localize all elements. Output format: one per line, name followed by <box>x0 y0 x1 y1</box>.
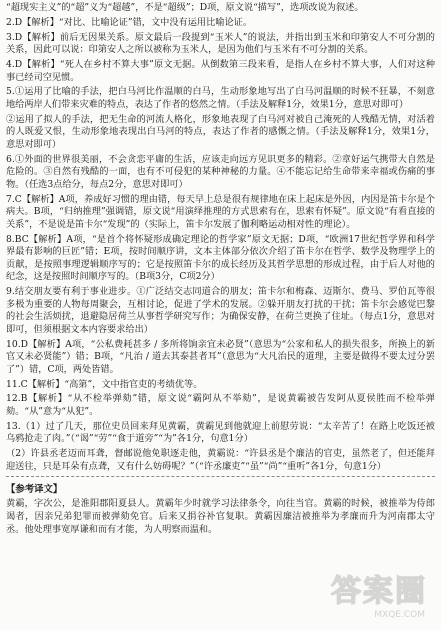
answer-paragraph-10: 9.结交朋友要有利于事业进步。①广泛结交志同道合的朋友；笛卡尔和梅森、迈斯尔、费马、罗伯瓦等很多极为重要的人物每周聚会，互相讨论，促进了学术的发展。②躲开朋友打扰的干扰；笛卡尔会感觉巴黎的社会生活烦扰，退避隐居荷兰从事哲学研究写作；为确保安静，在荷兰更换了住址。（每点1分，意思对即可，但须根据文本内容要求给出） <box>6 286 435 335</box>
watermark-text: 答案圈 <box>331 574 427 609</box>
answer-paragraph-4: 4.D【解析】“死人在乡村不算大事”原文无据。从倒数第三段来看，是指人在乡村不算大事，人们对这种事已经司空见惯。 <box>6 58 435 83</box>
answer-paragraph-2: 2.D【解析】“对比、比喻论证”错，文中没有运用比喻论证。 <box>6 16 253 28</box>
answer-paragraph-1: “超现实主义”的“超”义为“超越”，不是“超级”；D项，原文说“描写”，选项改说为叙述。 <box>6 2 364 13</box>
answer-paragraph-6: ②运用了拟人的手法，把无生命的河流人格化，形象地表现了白马河对被自己淹死的人残酷无情，对活着的人既爱又恨，生动形象地表现出白马河的特点，表达了作者的感慨之情。（手法及解释1分，效果1分，意思对即可） <box>6 113 435 150</box>
section-heading: 【参考译文】 <box>6 484 63 496</box>
answer-paragraph-7: 6.①外面的世界很美丽，不会贪恋平庸的生活，应该走向远方见识更多的精彩。②章好运气携带大自然是危险的。③自然有残酷的一面，也有不可侵犯的某种神秘的力量。④不能忘记给生命带来幸福或伤痛的事物。（任选3点给分，每点2分，意思对即可） <box>6 153 435 190</box>
answer-paragraph-5: 5.①运用了比喻的手法，把白马河比作温顺的白马，生动形象地写出了白马河温顺的时候不狂暴，不刻意地给两岸人们带来灾难的特点，表达了作者的悠然之情。（手法及解释1分，效果1分，意思对即可） <box>6 86 435 110</box>
answer-paragraph-15: （2）许县丞老迈而耳聋，督邮说他免职逐走他，黄霸说：“许县丞是个廉洁的官吏，虽然老了，但还能拜迎送往，只是耳朵有点聋，又有什么妨碍呢？”（“许丞廉吏”“虽”“尚”“重听”各1分，句意1分） <box>6 448 435 472</box>
answer-paragraph-3: 3.D【解析】前后无因果关系。原文最后一段提到“玉米人”的说法，并指出到玉米和印第安人不可分割的关系，因此可以说：印第安人之所以被称为玉米人，是因为他们与玉米有不可分割的关系。 <box>6 31 435 56</box>
section-divider <box>6 476 435 477</box>
watermark-subtext: MXQE.COM <box>374 610 425 620</box>
translation-paragraph: 黄霸，字次公，是淮阳郡阳夏县人。黄霸年少时就学习法律条令，向往当官。黄霸的时候，被推举为侍郎谒者，因亲兄弟犯罪而被弹劾免官。后来又捐谷补官复职。黄霸因廉洁被推举为孝廉而升为河南郡太守丞。他处理事宽厚谦和而有才能，为人明察而温和。 <box>6 498 435 535</box>
answer-paragraph-8: 7.C【解析】A项，养成好习惯的理由错，每天早上总是很有规律地在床上起床是外因，内因是笛卡尔是个病夫。B项，“归纳推理”强调错，原文说“用演绎推理的方式思索有在，思索有怀疑”。原文说“有看直接的关系”，不是说是笛卡尔“发现”的（实际上，笛卡尔发展了伽利略运动相对性的理论）。 <box>6 193 435 230</box>
answer-paragraph-14: 13.（1）过了几天，那位史员回来拜见黄霸，黄霸见到他就迎上前慰劳说：“太辛苦了！在路上吃饭还被乌鸦抢走了肉。”（“谒”“劳”“食于道旁”“为”各1分，句意1分） <box>6 420 435 445</box>
answer-paragraph-9: 8.BC【解析】A项，“是首个将怀疑形成确定理论的哲学家”原文无据；D项，“欧洲17世纪哲学界和科学界最有影响的巨匠”错；E项，按时间顺序讲，文本主体部分依次介绍了笛卡尔在哲学、数学及物理学上的贡献，是按照事理逻辑顺序写的；它是按照笛卡尔的成长经历及其哲学思想的形成过程，由于后人对他的纪念，这是按照时间顺序写的。（B项3分，C项2分） <box>6 233 435 283</box>
answer-paragraph-11: 10.D【解析】A项，“公私费耗甚多 / 多所将饷亲宜未必贤”（意思为“公家和私人的损失很多，所换上的新官又未必贤能”）错；B项，“凡治 / 道去其泰甚者耳”（意思为“大凡治民的道理，主要是做得不要太过分罢了”）错，C项，两处皆错。 <box>6 338 435 375</box>
answer-paragraph-12: 11.C【解析】“高第”，文中指官吏的考绩优等。 <box>6 378 203 390</box>
answer-paragraph-13: 12.B【解析】“从不检举弹劾”错，原文说“霸阿从不举劾”，是说黄霸被告发阿从夏侯胜而不检举弹劾。“从”意为“从犯”。 <box>6 393 435 418</box>
